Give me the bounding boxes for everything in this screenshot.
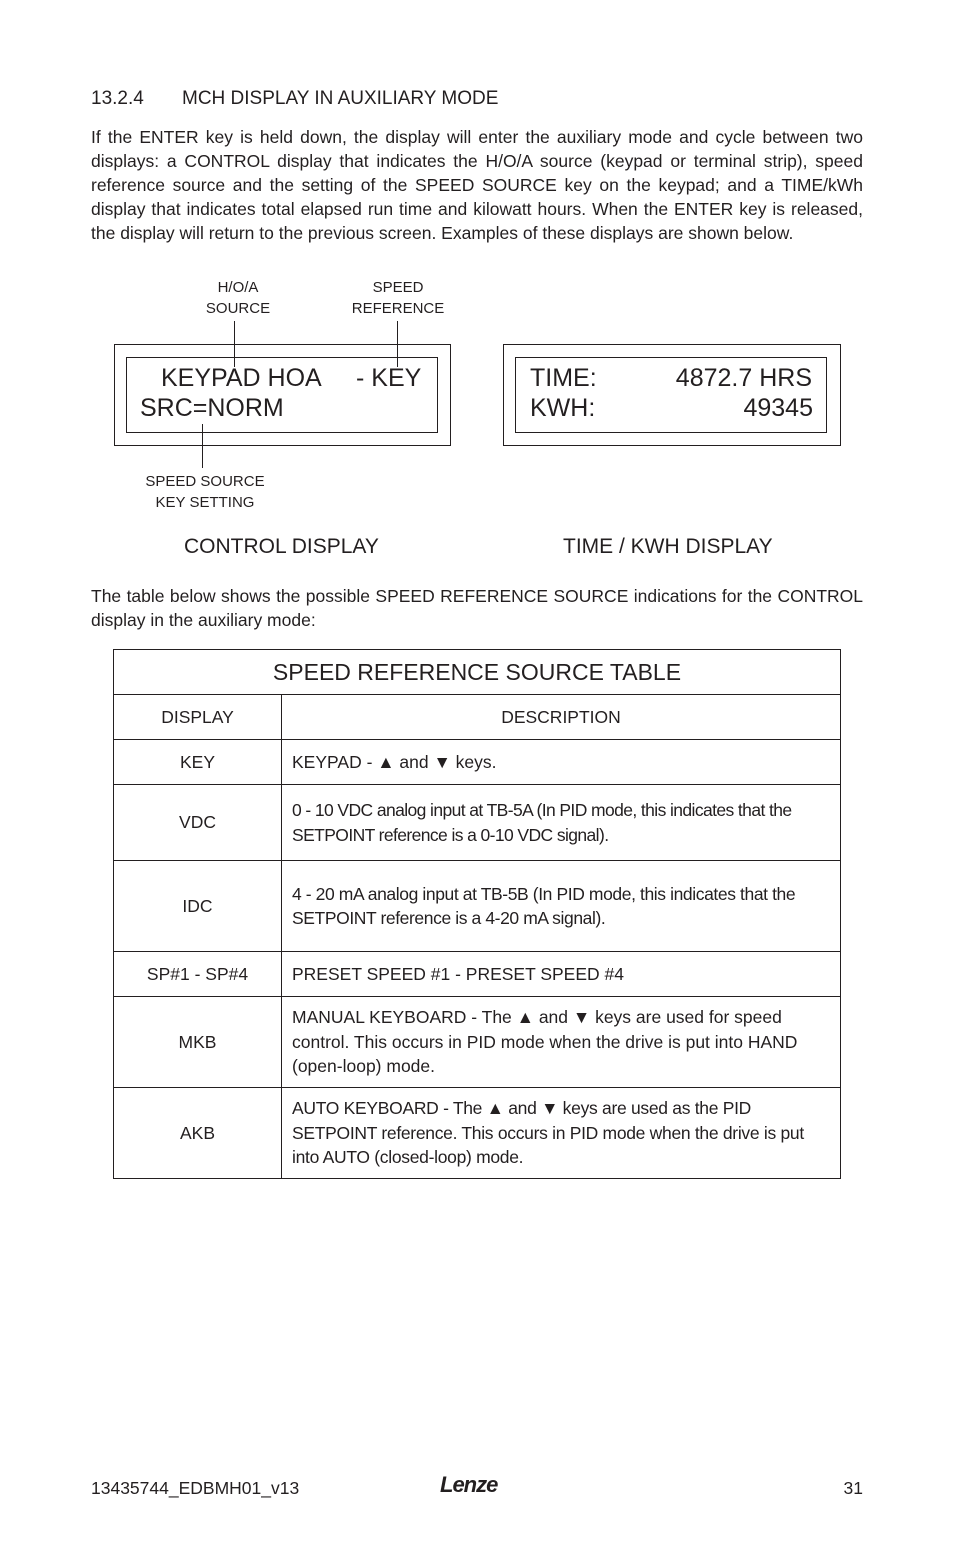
speed-source-label-line2: KEY SETTING [155, 494, 255, 511]
control-lcd-line1-right: - KEY [356, 364, 422, 392]
speed-reference-label-line2: REFERENCE [351, 300, 445, 317]
table-title: SPEED REFERENCE SOURCE TABLE [114, 650, 841, 695]
row-description-cell: AUTO KEYBOARD - The ▲ and ▼ keys are used as the PID SETPOINT reference. This occurs in PID mode when the drive is put into AUTO (closed-loop) mode. [282, 1088, 841, 1179]
column-header-description: DESCRIPTION [282, 695, 841, 740]
row-display-cell: VDC [114, 785, 282, 861]
row-display-cell: AKB [114, 1088, 282, 1179]
time-lcd-label: TIME: [530, 364, 597, 392]
speed-source-label [135, 471, 275, 513]
hoa-source-label-line2: SOURCE [205, 300, 271, 317]
control-lcd-line1-left: KEYPAD HOA [161, 364, 322, 392]
row-description-cell: PRESET SPEED #1 - PRESET SPEED #4 [282, 952, 841, 997]
kwh-lcd-value: 49345 [743, 394, 813, 422]
time-lcd-value: 4872.7 HRS [675, 364, 812, 392]
table-row [114, 785, 841, 861]
control-display-caption: CONTROL DISPLAY [184, 535, 379, 558]
table-row [114, 952, 841, 997]
page-number: 31 [843, 1478, 863, 1498]
speed-reference-source-table [113, 649, 841, 1179]
hoa-source-label [198, 277, 278, 319]
row-display-cell: SP#1 - SP#4 [114, 952, 282, 997]
speed-source-leader-line [202, 424, 203, 468]
time-display-caption: TIME / KWH DISPLAY [563, 535, 773, 558]
row-display-cell: MKB [114, 997, 282, 1088]
table-row [114, 861, 841, 952]
kwh-lcd-label: KWH: [530, 394, 596, 422]
intro-paragraph: If the ENTER key is held down, the display will enter the auxiliary mode and cycle between two displays: a CONTROL display that indicates the H/O/A source (keypad or terminal strip), speed reference source and the setting of the SPEED SOURCE key on the keypad; and a TIME/kWh display that indicates total elapsed run time and kilowatt hours. When the ENTER key is released, the display will return to the previous screen. Examples of these displays are shown below. [91, 127, 863, 243]
lenze-logo: Lenze [440, 1472, 498, 1497]
section-heading [91, 88, 498, 110]
control-lcd-line2: SRC=NORM [140, 394, 284, 422]
table-intro-paragraph: The table below shows the possible SPEED REFERENCE SOURCE indications for the CONTROL display in the auxiliary mode: [91, 586, 863, 630]
row-display-cell: IDC [114, 861, 282, 952]
row-description-cell: KEYPAD - ▲ and ▼ keys. [282, 740, 841, 785]
column-header-display: DISPLAY [114, 695, 282, 740]
section-number: 13.2.4 [91, 88, 144, 109]
speed-reference-label [348, 277, 448, 319]
section-title: MCH DISPLAY IN AUXILIARY MODE [182, 88, 499, 109]
table-row [114, 1088, 841, 1179]
speed-reference-label-line1: SPEED [372, 279, 424, 296]
row-display-cell: KEY [114, 740, 282, 785]
speed-source-label-line1: SPEED SOURCE [145, 473, 265, 490]
hoa-source-label-line1: H/O/A [217, 279, 259, 296]
table-row [114, 740, 841, 785]
row-description-cell: 0 - 10 VDC analog input at TB-5A (In PID mode, this indicates that the SETPOINT reference is a 0-10 VDC signal). [282, 785, 841, 861]
footer-doc-id: 13435744_EDBMH01_v13 [91, 1478, 300, 1498]
row-description-cell: 4 - 20 mA analog input at TB-5B (In PID mode, this indicates that the SETPOINT reference is a 4-20 mA signal). [282, 861, 841, 952]
table-row [114, 997, 841, 1088]
row-description-cell: MANUAL KEYBOARD - The ▲ and ▼ keys are used for speed control. This occurs in PID mode when the drive is put into HAND (open-loop) mode. [282, 997, 841, 1088]
